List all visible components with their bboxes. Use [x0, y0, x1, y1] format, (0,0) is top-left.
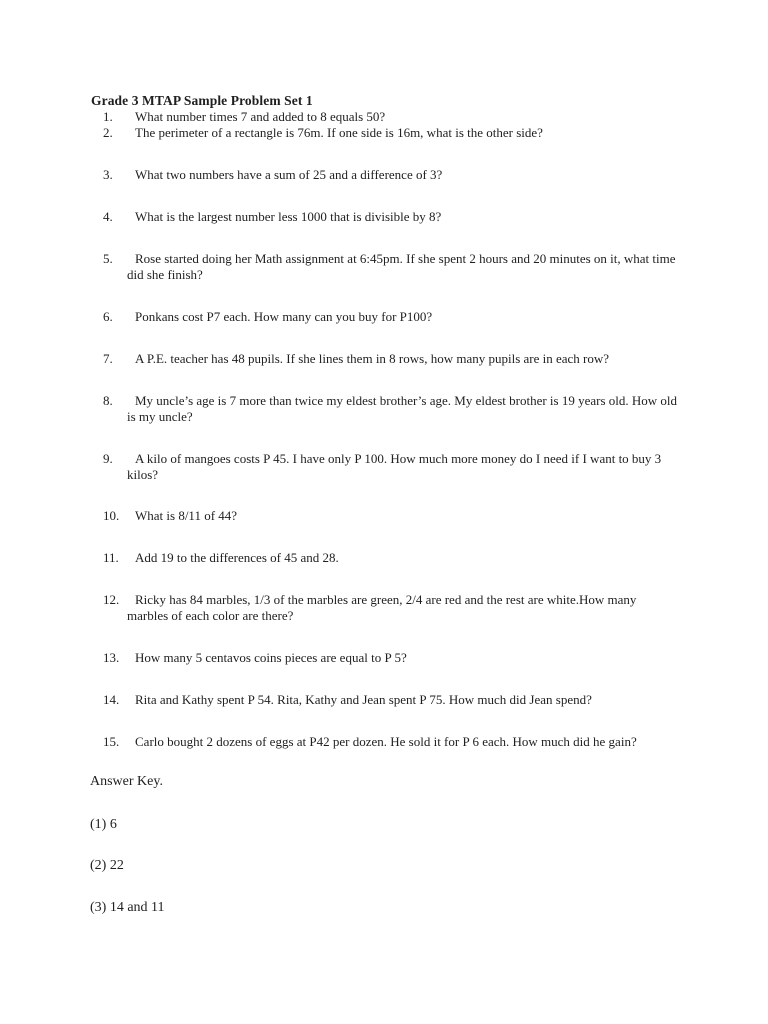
problem-text: How many 5 centavos coins pieces are equal to P 5?: [135, 650, 407, 665]
problem-number: 11.: [103, 550, 119, 565]
problem-number: 1.: [103, 109, 113, 124]
answer-item: (2) 22: [90, 858, 124, 873]
problem-text: Rita and Kathy spent P 54. Rita, Kathy and Jean spent P 75. How much did Jean spend?: [135, 692, 592, 707]
problem-number: 15.: [103, 734, 120, 749]
problem-number: 7.: [103, 351, 113, 366]
problem-text: The perimeter of a rectangle is 76m. If one side is 16m, what is the other side?: [135, 125, 543, 140]
problem-text: Rose started doing her Math assignment at 6:45pm. If she spent 2 hours and 20 minutes on it, what time did she finish?: [127, 251, 676, 282]
problem-number: 14.: [103, 692, 120, 707]
answer-item: (3) 14 and 11: [90, 900, 165, 915]
problem-text: What number times 7 and added to 8 equals 50?: [135, 109, 386, 124]
problem-number: 9.: [103, 451, 113, 466]
problem-text: Carlo bought 2 dozens of eggs at P42 per dozen. He sold it for P 6 each. How much did he gain?: [135, 734, 637, 749]
problem-number: 6.: [103, 309, 113, 324]
problem-text: What is 8/11 of 44?: [135, 508, 238, 523]
problem-number: 5.: [103, 251, 113, 266]
problem-number: 3.: [103, 167, 113, 182]
answer-item: (1) 6: [90, 817, 117, 832]
problem-text: Add 19 to the differences of 45 and 28.: [135, 550, 339, 565]
problem-text: A kilo of mangoes costs P 45. I have only P 100. How much more money do I need if I want to buy 3 kilos?: [127, 451, 662, 482]
problem-number: 8.: [103, 393, 113, 408]
problem-number: 4.: [103, 209, 113, 224]
problem-text: My uncle’s age is 7 more than twice my eldest brother’s age. My eldest brother is 19 years old. How old is my uncle?: [127, 393, 678, 424]
problem-number: 12.: [103, 592, 120, 607]
problem-text: What is the largest number less 1000 that is divisible by 8?: [135, 209, 442, 224]
problem-number: 10.: [103, 508, 120, 523]
problem-text: What two numbers have a sum of 25 and a difference of 3?: [135, 167, 443, 182]
problem-number: 2.: [103, 125, 113, 140]
answer-key-heading: Answer Key.: [90, 774, 163, 789]
problem-text: Ponkans cost P7 each. How many can you buy for P100?: [135, 309, 433, 324]
problem-number: 13.: [103, 650, 120, 665]
page-title: Grade 3 MTAP Sample Problem Set 1: [91, 93, 313, 108]
problem-text: Ricky has 84 marbles, 1/3 of the marbles are green, 2/4 are red and the rest are white.How many marbles of each color are there?: [127, 592, 637, 623]
problem-text: A P.E. teacher has 48 pupils. If she lines them in 8 rows, how many pupils are in each row?: [135, 351, 610, 366]
